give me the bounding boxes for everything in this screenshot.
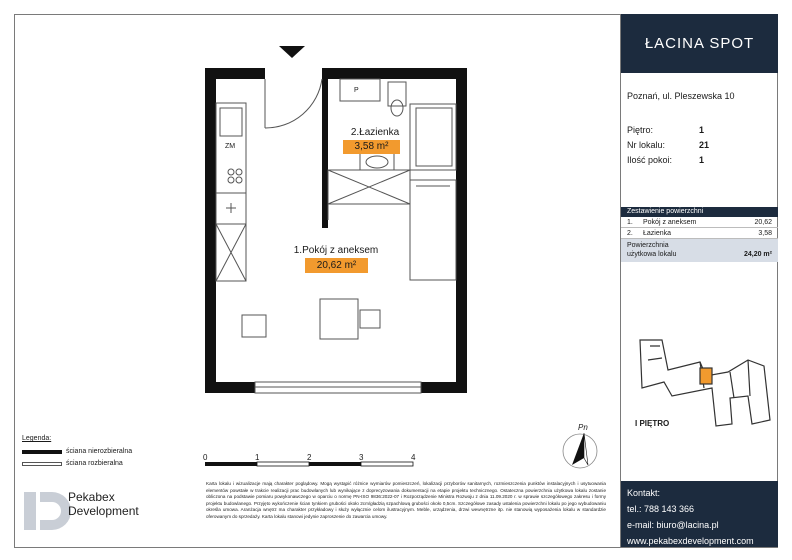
company-name-line2: Development bbox=[68, 504, 139, 518]
bathroom-area-badge: 3,58 m² bbox=[343, 140, 400, 154]
fridge-label: ZM bbox=[225, 143, 236, 150]
total-label-line1: Powierzchnia bbox=[627, 242, 669, 249]
info-table bbox=[627, 122, 709, 167]
scale-label-2: 2 bbox=[307, 453, 312, 462]
total-area-box bbox=[621, 239, 778, 262]
brand-logo: ŁACINA SPOT bbox=[621, 14, 778, 73]
address: Poznań, ul. Pleszewska 10 bbox=[627, 91, 735, 101]
contact-email[interactable]: e-mail: biuro@lacina.pl bbox=[627, 520, 719, 530]
total-area-value: 24,20 m² bbox=[743, 251, 772, 258]
info-row-rooms: Ilość pokoi: 1 bbox=[627, 154, 705, 165]
scale-label-1: 1 bbox=[255, 453, 260, 462]
area-summary-header: Zestawienie powierzchni bbox=[621, 207, 778, 217]
sidebar bbox=[620, 14, 778, 548]
info-row-unit: Nr lokalu: 21 bbox=[627, 139, 710, 150]
area-row: 1. Pokój z aneksem 20,62 bbox=[621, 217, 778, 228]
area-row: 2. Łazienka 3,58 bbox=[621, 228, 778, 239]
main-room-label: 1.Pokój z aneksem bbox=[293, 245, 379, 256]
washer-label: P bbox=[354, 87, 359, 94]
bathroom-label: 2.Łazienka bbox=[350, 127, 400, 138]
total-label-line2: użytkowa lokalu bbox=[627, 251, 677, 258]
contact-website[interactable]: www.pekabexdevelopment.com bbox=[627, 536, 754, 546]
disclaimer-text: Karta lokalu i wizualizacje mają charakter poglądowy. Mogą wystąpić różnice wymiarów pomieszczeń, lokalizacji przyborów sanitarnych, rozmieszczenia punktów instalacyjnych i usytuowania elementów powstałe w trakcie realizacji prac budowlanych lub wynikające z doprecyzowania dokumentacji na etapie projektu technicznego. Ostateczna powierzchnia użytkowa lokalu zostanie obliczona na podstawie pomiaru powykonawczego w oparciu o normę PN-ISO 9836:2022-07 i Rozporządzenie Ministra Rozwoju z dnia 11.09.2020 r. w sprawie szczegółowego zakresu i formy projektu budowlanego. Przyjęto wykończenie ścian tynkiem grubości około 2cm/gładzią szpachlową grubości około 0,5cm. Szczegółowe zasady ustalenia powierzchni lokalu po jego wybudowaniu określa umowa. Aranżacja wnętrz ma charakter przykładowy i służy wyłącznie celom ilustracyjnym. Meble, urządzenia, drzwi wewnętrzne itp. nie stanowią wyposażenia lokalu w standardzie oferowanym do sprzedaży. Karta lokalu stanowi jedynie zaproszenie do zawarcia umowy. bbox=[206, 481, 606, 519]
contact-phone[interactable]: tel.: 788 143 366 bbox=[627, 504, 695, 514]
info-row-floor: Piętro: 1 bbox=[627, 124, 705, 135]
sidebar-wrapper bbox=[14, 14, 778, 548]
scale-label-3: 3 bbox=[359, 453, 364, 462]
legend-partition-label: ściana rozbieralna bbox=[66, 460, 123, 467]
north-label: Pn bbox=[578, 423, 588, 432]
company-name-line1: Pekabex bbox=[68, 490, 115, 504]
legend-title: Legenda: bbox=[22, 435, 52, 442]
scale-label-4: 4 bbox=[411, 453, 416, 462]
legend-bearing-label: ściana nierozbieralna bbox=[66, 448, 133, 455]
contact-title: Kontakt: bbox=[627, 488, 661, 498]
main-room-area-badge: 20,62 m² bbox=[305, 258, 368, 273]
scale-label-0: 0 bbox=[203, 453, 208, 462]
contact-box bbox=[621, 481, 778, 547]
floor-label: I PIĘTRO bbox=[635, 419, 670, 428]
